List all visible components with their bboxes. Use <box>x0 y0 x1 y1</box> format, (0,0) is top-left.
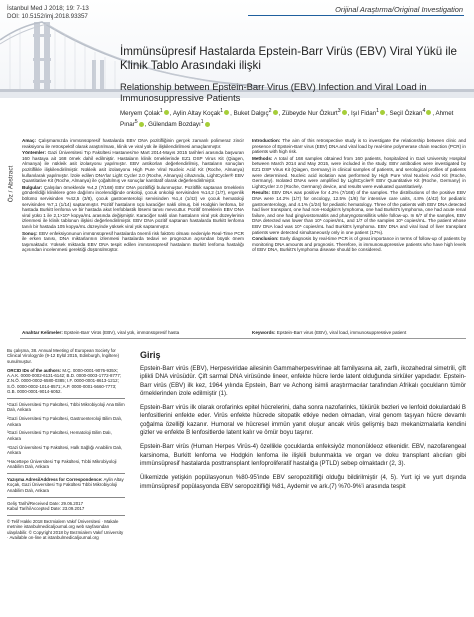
affiliation: ¹Gazi Üniversitesi Tıp Fakültesi, Tıbbi Mikrobiyoloji Ana Bilim Dalı, Ankara <box>7 402 125 413</box>
section-label: Methods: <box>252 155 273 161</box>
section-heading: Giriş <box>140 350 161 360</box>
title-turkish: İmmünsüpresif Hastalarda Epstein-Barr Virüs (EBV) Viral Yükü ile Klinik Tablo Arasındaki ilişki <box>120 45 457 72</box>
author-name[interactable]: Gülendam Bozdayı <box>148 121 201 129</box>
author-affiliation: 5 <box>134 119 138 126</box>
abstract-turkish <box>22 138 244 328</box>
correspondence-text: Aylin Altay Koçak, Gazi Üniversitesi Tıp Fakültesi Tıbbi Mikrobiyoloji Anabilim Dalı, Ankara <box>7 477 124 493</box>
orcid-icon[interactable] <box>342 110 347 115</box>
orcid-icon[interactable] <box>273 110 278 115</box>
orcid-icon[interactable] <box>205 122 210 127</box>
abstract-paragraph <box>252 156 466 190</box>
orcid-note <box>7 368 125 395</box>
paragraph-text: Early diagnosis by real-time PCR is of great importance in terms of follow-up of patients by monitoring DNA amounts and prognosis. Therefore, in immunosuppressive patients who have high levels of EBV DNA, Burkitt's lymphoma disease should be considered. <box>252 236 466 253</box>
abstract-paragraph <box>22 150 244 184</box>
abstract-side-tab-label: Öz / Abstract <box>7 165 15 203</box>
affiliation: ⁴Gazi Üniversitesi Tıp Fakültesi, Halk Sağlığı Anabilim Dalı, Ankara <box>7 444 123 456</box>
orcid-icon[interactable] <box>224 110 229 115</box>
main-body <box>140 350 466 497</box>
correspondence-label: Yazışma Adresi/Address for Correspondence: <box>7 477 103 483</box>
abstract-paragraph <box>22 138 244 149</box>
header-rule <box>248 15 464 16</box>
section-label: Results: <box>252 190 271 196</box>
side-divider <box>7 515 125 516</box>
abstract-paragraph <box>252 138 466 155</box>
keywords-label: Anahtar Kelimeler: <box>22 330 63 335</box>
abstract-divider <box>20 338 466 339</box>
author-name[interactable]: Ahmet Pınar <box>120 110 454 129</box>
dates <box>7 501 125 512</box>
orcid-icon[interactable] <box>164 110 169 115</box>
section-label: Bulgular: <box>22 184 43 190</box>
paragraph-text: Çalışmamızda immünsüpresif hastalarda EBV DNA pozitifliğinin gerçek zamanlı polimeraz zincir reaksiyonu ile retrospektif olarak araştırılması, klinik ve viral yük ile ilişkilendirilmesi amaçlanmıştır. <box>22 138 244 149</box>
orcid-icon[interactable] <box>139 122 144 127</box>
correspondence <box>7 477 125 493</box>
author-list: Meryem Çolak$^1$ , Aylin Altay Koçak$^1$ , Buket Dalgıç$^2$ , Zübeyde Nur Özkurt$^3$ , Işıl Fidan$^1$ , Seçil Özkan$^4$ , Ahmet Pınar$^5$ , Gülendam Bozdayı$^1$ <box>120 108 454 129</box>
paragraph-text: Çalışılan örneklerde %4,2 (7/168) EBV DNA pozitifliği bulunmuştur. Pozitiflik saptanan örneklerin gönderildiği kliniklere göre dağılımı incelendiğinde onkoloji, çocuk onkoloji servisinden %14,2 (1/7), ergenlik bölümü servisinden %42,5 (3/8), çocuk gastroenteroloji servisinden %1,4 (1/42) ve çocuk hematoloji servisinden %7,1 (1/14) saptanmıştır. Pozitif hastaların üçü karaciğer nakli olmuş, biri Hodgkin lenfoma, bir hastada Burkitt lenfoma ve bir hastada akut lenfoblastik lösemi tanısı mevcuttur. Pozitif örneklerin EBV DNA viral yükü 1 ile 2,1×10⁵ kopya/mL arasında değişmiştir. Karaciğer nakli olan hastaların viral yük düzeylerinin izlenmesi ile klinik tablonun ilişkisi değerlendirilmiştir. EBV DNA pozitif saptanan hastalarda Burkitt lenfoma tanılı bir hastada 105 kopya/mL düzeyinde yüksek viral yük saptanmıştır. <box>22 184 244 229</box>
accepted-date: Kabul Tarihi/Accepted Date: 23.09.2017 <box>7 506 85 512</box>
section-label: Sonuç: <box>22 230 38 236</box>
keywords-text: Epstein-Barr Virüs (EBV), viral yük, immünsüpresif hasta <box>62 330 180 335</box>
journal-citation: İstanbul Med J 2018; 19: 7-13 <box>7 5 89 12</box>
section-label: Conclusion: <box>252 236 279 242</box>
keywords-text: Epstein-Barr virus (EBV), viral load, immunosuppressive patient <box>275 330 407 335</box>
body-paragraph: Epstein-Barr virüs ilk olarak orofarinks epitel hücrelerini, daha sonra nazofarinks, tükürük bezleri ve lenfoid dokulardaki B lenfositlerini enfekte eder. Virüs enfekte hücrede sitopatik etkiye neden olmadan, viral genom taşıyan hücre devamlı çoğalma özelliği kazanır. Humoral ve hücresel immün yanıt oluşur ancak virüs gelişmiş bazı mekanizmalarla kendini gizler ve enfekte B lenfositlerde latent kalır ve ömür boyu taşınır. <box>140 404 466 437</box>
citation-label: Bu çalışma, <box>7 348 30 353</box>
orcid-label: ORCID IDs of the authors: <box>7 367 62 373</box>
section-label: Amaç: <box>22 138 37 143</box>
abstract-paragraph <box>252 190 466 235</box>
orcid-icon[interactable] <box>380 110 385 115</box>
body-paragraph: Epstein-Barr virüs (EBV), Herpesviridae ailesinin Gammaherpesvirinae alt familyasına ait, zarflı, ikozahedral simetrili, çift iplikli DNA virüsüdür. Çift sarmal DNA virüsünde lineer, enfekte hücre lerde latent olduğunda sirküler yapıdadır. Epstein-Barr virüs (EBV) ilk kez, 1964 yılında Epstein, Barr ve Achong isimli araştırmacılar tarafından Afrikalı çocukların tümör örneklerinden izole edilmiştir (1). <box>140 365 466 397</box>
section-label: Yöntemler: <box>22 150 46 156</box>
citation-note <box>7 348 125 364</box>
received-date: Geliş Tarihi/Received Date: 29.06.2017 <box>7 500 84 506</box>
orcid-text: M.Ç. 0000-0001-9076-935X; A.A.K. 0000-0002-6131-6142; B.D. 0000-0003-1772-8777; Z.N.Ö. 0000-0002-6580-0385; I.F. 0000-0001-8613-1212; S.Ö. 0000-0002-1014-8571; A.P. 0000-0001-5660-7773; G.B. 0000-0001-9014-6052. <box>7 367 121 395</box>
section-label: Introduction: <box>252 138 281 143</box>
author-affiliation: 1 <box>159 108 163 114</box>
author-affiliation: 4 <box>422 108 426 114</box>
author-name[interactable]: Zübeyde Nur Özkurt <box>281 110 338 118</box>
author-name[interactable]: Işıl Fidan <box>351 110 377 118</box>
paragraph-text: EBV enfeksiyonunun immünsüpresif hastalarda önemli risk faktörü olması nedeniyle Real-Time PCR ile erken tanısı, DNA miktarlarının izlenmesi hastalarda tedavi ve prognozun açısından büyük önem taşımaktadır. Yüksek miktarda EBV DNA tespit edilen immünsüpresif hastaların Burkitt lenfoma hastalığı açısından incelenmesi gerektiği düşünülmüştür. <box>22 230 244 253</box>
author-name[interactable]: Meryem Çolak <box>120 110 160 118</box>
paragraph-text: Gazi Üniversitesi Tıp Fakültesi Hastanesi'ne Mart 2014-Mayıs 2015 tarihleri arasında başvuran 160 hastaya ait 168 örnek dahil edilmiştir. Hastaların klinik örneklerinde EZ1 DSP Virus Kit (Qiagen, Almanya) ile nükleik asit izolasyonu yapılmıştır. EBV antikorları değerlendirilmiş, hastaların sonuçları pozitiflikle ilişkilendirilmiştir. Nükleik asit izolasyonu High Pure Viral Nucleic Acid Kit (Roche, Almanya) kullanılarak yapılmıştır. İzole edilen DNA'lar Light Cycler 2.0 (Roche, Almanya) cihazında, LightCycler® EBV Quantitative Kit (Roche, Almanya) ile çoğaltılmış ve sonuçlar kantitatif olarak değerlendirilmiştir. <box>22 150 244 184</box>
title-block <box>120 45 465 130</box>
paragraph-text: The aim of this retrospective study is to investigate the relationship between clinic and presence of Epstein-Barr virus (EBV) DNA and viral load by real-time polymerase chain reaction (PCR) in patients with high risk. <box>252 138 466 155</box>
journal-doi: DOI: 10.5152/imj.2018.93357 <box>7 13 88 20</box>
keywords-label: Keywords: <box>252 330 276 335</box>
side-divider <box>7 473 125 474</box>
abstract-english <box>252 138 466 328</box>
affiliation: ⁵Hacettepe Üniversitesi Tıp Fakültesi, Tıbbi Mikrobiyoloji Anabilim Dalı, Ankara <box>7 458 117 470</box>
affiliation: ²Gazi Üniversitesi Tıp Fakültesi, Gastroenteroloji Bilim Dalı, Ankara <box>7 416 123 427</box>
body-paragraph: Epstein-Barr virüs (Human Herpes Virüs-4) özellikle çocuklarda enfeksiyöz mononükleoz etkenidir. EBV, nazofarengeal karsinoma, Burkitt lenfoma ve Hodgkin lenfoma ile ilişkili bulunmakta ve organ ve doku transplant alıcıları gibi immünsüpresif hastalarda posttransplant lenfoproliferatif hastalığa (PTLD) sebep olmaktadır (2, 3). <box>140 443 466 467</box>
title-english: Relationship between Epstein-Barr Virus (EBV) Infection and Viral Load in Immunosuppressive Patients <box>120 81 427 103</box>
keywords-english <box>252 330 466 336</box>
abstract-paragraph <box>22 231 244 253</box>
author-affiliation: 1 <box>220 108 224 114</box>
copyright: © Telif Hakkı 2018 Bezmialem Vakıf Üniversitesi · Makale metnine istanbulmedicaljournal.org web sayfasından ulaşılabilir. © Copyright 2018 by Bezmialem Vakıf University · Available on-line at istanbulmedicaljournal.org <box>7 518 124 541</box>
side-divider <box>7 497 125 498</box>
orcid-icon[interactable] <box>426 110 431 115</box>
author-affiliation: 3 <box>337 108 341 114</box>
body-paragraph: Ülkemizde yetişkin popülasyonun %80-95'inde EBV seropozitifliği olduğu bildirilmiştir (4, 5). Yurt içi ve yurt dışında immünsüpresif popülasyonda EBV seropozitifliği %81, Aydemir ve ark.(7) %70-9%'i arasında tespit <box>140 474 466 490</box>
author-affiliation: 2 <box>268 108 272 114</box>
article-type: Orijinal Araştırma/Original Investigation <box>335 5 463 14</box>
author-affiliation: 1 <box>200 119 204 126</box>
keywords-turkish <box>22 330 244 336</box>
abstract-paragraph <box>22 185 244 230</box>
journal-info <box>7 5 89 21</box>
paragraph-text: EBV DNA was positive for 4.2% (7/168) of the samples. The distributions of the positive EBV DNA were 14.2% (1/7) for oncology, 12.5% (1/8) for intensive care units, 4.8% (4/42) for pediatric gastroenterology, and 4.1% (1/24) for pediatric hematology. Three of the patients with EBV DNA detected had liver transplant, one had non-Hodgkin's lymphoma, one had Burkitt's lymphoma, one had acute renal failure, and one had gingivostomatitis and pharyngotonsillitis while follow-up. In 6/7 of the samples, EBV DNA detected was lower than 10⁵ copies/mL, and 1/7 of the samples 10⁵ copies/mL. The patient whose EBV DNA load was 10⁵ copies/mL had Burkitt's lymphoma. EBV DNA and viral load of liver transplant patients were detected simultaneously only in one patient (17%). <box>252 190 466 235</box>
abstract-paragraph <box>252 236 466 253</box>
affiliation: ³Gazi Üniversitesi Tıp Fakültesi, Hematoloji Bilim Dalı, Ankara <box>7 430 112 441</box>
author-name[interactable]: Seçil Özkan <box>389 110 423 118</box>
side-notes <box>7 348 125 544</box>
paragraph-text: A total of 168 samples obtained from 160 patients, hospitalized in Gazi University Hospital between March 2014 and May 2015, were included in the study. EBV antibodies were investigated by EZ1 DSP Virus Kit (Qiagen, Germany) in clinical samples of patients, and serological profiles of patients were determined. Nucleic acid isolation was performed by High Pure Viral Nucleic Acid Kit (Roche, Germany). Isolated DNAs were amplified by LightCycler® EBV Quantitative Kit (Roche, Germany) in LightCycler 2.0 (Roche, Germany) device, and results were evaluated quantitatively. <box>252 155 466 189</box>
author-affiliation: 1 <box>376 108 380 114</box>
citation-text: 38. Annual Meeting of European Society for Clinical Virology'de (9-12 Eylül 2015, Edinburgh, İngiltere) sunulmuştur. <box>7 348 120 364</box>
side-divider <box>7 398 125 399</box>
abstract-side-tab <box>6 138 16 230</box>
author-name[interactable]: Buket Dalgıç <box>233 110 269 118</box>
author-name[interactable]: Aylin Altay Koçak <box>172 110 221 118</box>
